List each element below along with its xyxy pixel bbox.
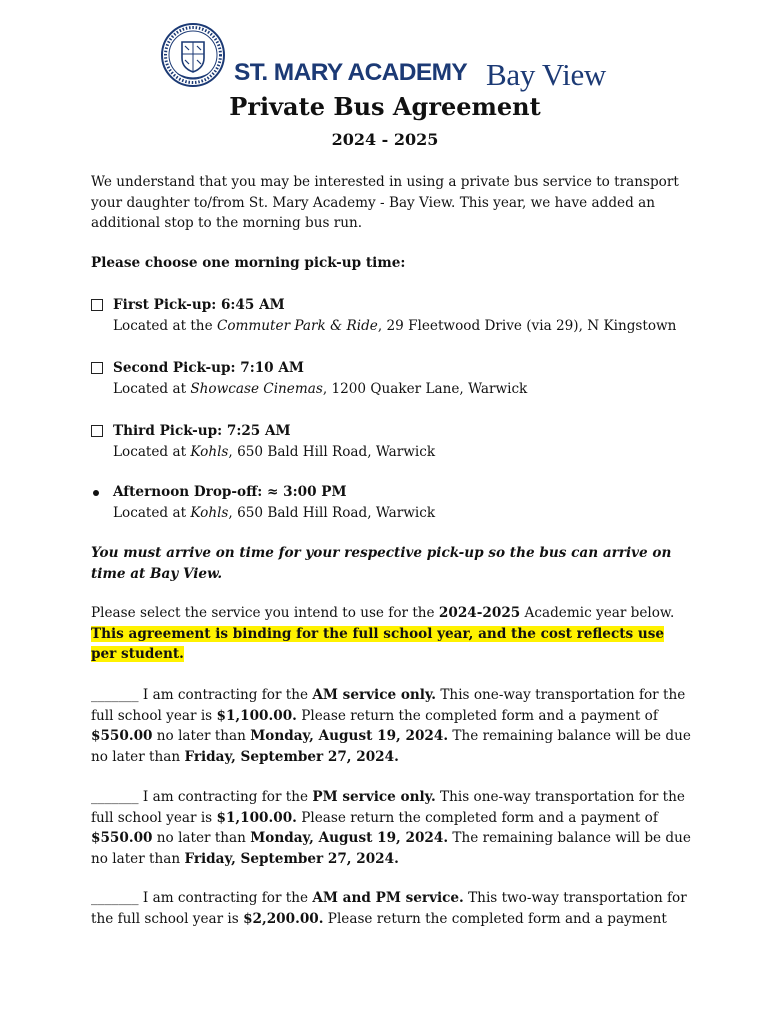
option-first-pickup (91, 295, 711, 336)
option-third-pickup (91, 421, 711, 462)
binding-notice: This agreement is binding for the full school year, and the cost reflects use per student. (91, 625, 665, 662)
document-title: Private Bus Agreement (229, 92, 541, 121)
service-am-only: _______ I am contracting for the AM service only. This one-way transportation for the full school year is $1,100.00. Please return the completed form and a payment of $550.00 no later than Monday, August 19, 2024. The remaining balance will be due no later than Friday, September 27, 2024. (91, 687, 691, 765)
document-year: 2024 - 2025 (331, 130, 439, 149)
signature-blank[interactable]: _______ (91, 687, 139, 703)
school-name: ST. MARY ACADEMY (234, 59, 468, 86)
option-location: Located at Showcase Cinemas, 1200 Quaker Lane, Warwick (113, 380, 528, 397)
bullet-icon (93, 490, 99, 496)
signature-blank[interactable]: _______ (91, 890, 139, 906)
campus-name: Bay View (486, 57, 607, 92)
intro-paragraph: We understand that you may be interested in using a private bus service to transport your daughter to/from St. Mary Academy - Bay View. This year, we have added an additional stop to the morning bus run. (91, 174, 679, 231)
option-location: Located at the Commuter Park & Ride, 29 Fleetwood Drive (via 29), N Kingstown (113, 317, 677, 334)
option-label: Afternoon Drop-off: ≈ 3:00 PM (113, 484, 347, 500)
option-location: Located at Kohls, 650 Bald Hill Road, Warwick (113, 443, 436, 460)
arrive-notice: You must arrive on time for your respective pick-up so the bus can arrive on time at Bay View. (91, 545, 672, 582)
service-pm-only: _______ I am contracting for the PM service only. This one-way transportation for the full school year is $1,100.00. Please return the completed form and a payment of $550.00 no later than Monday, August 19, 2024. The remaining balance will be due no later than Friday, September 27, 2024. (91, 789, 691, 867)
letterhead (160, 22, 620, 92)
checkbox-first-pickup[interactable] (91, 299, 103, 311)
option-afternoon-dropoff (91, 482, 711, 523)
checkbox-third-pickup[interactable] (91, 425, 103, 437)
option-second-pickup (91, 358, 711, 399)
option-label: First Pick-up: 6:45 AM (113, 297, 285, 313)
option-location: Located at Kohls, 650 Bald Hill Road, Warwick (113, 504, 436, 521)
choose-heading: Please choose one morning pick-up time: (91, 255, 406, 271)
signature-blank[interactable]: _______ (91, 789, 139, 805)
option-label: Third Pick-up: 7:25 AM (113, 423, 291, 439)
school-seal-icon (160, 22, 226, 88)
checkbox-second-pickup[interactable] (91, 362, 103, 374)
select-paragraph: Please select the service you intend to use for the 2024-2025 Academic year below. This agreement is binding for the full school year, and the cost reflects use per student. (91, 605, 675, 662)
option-label: Second Pick-up: 7:10 AM (113, 360, 304, 376)
service-am-and-pm: _______ I am contracting for the AM and PM service. This two-way transportation for the full school year is $2,200.00. Please return the completed form and a payment (91, 890, 687, 927)
